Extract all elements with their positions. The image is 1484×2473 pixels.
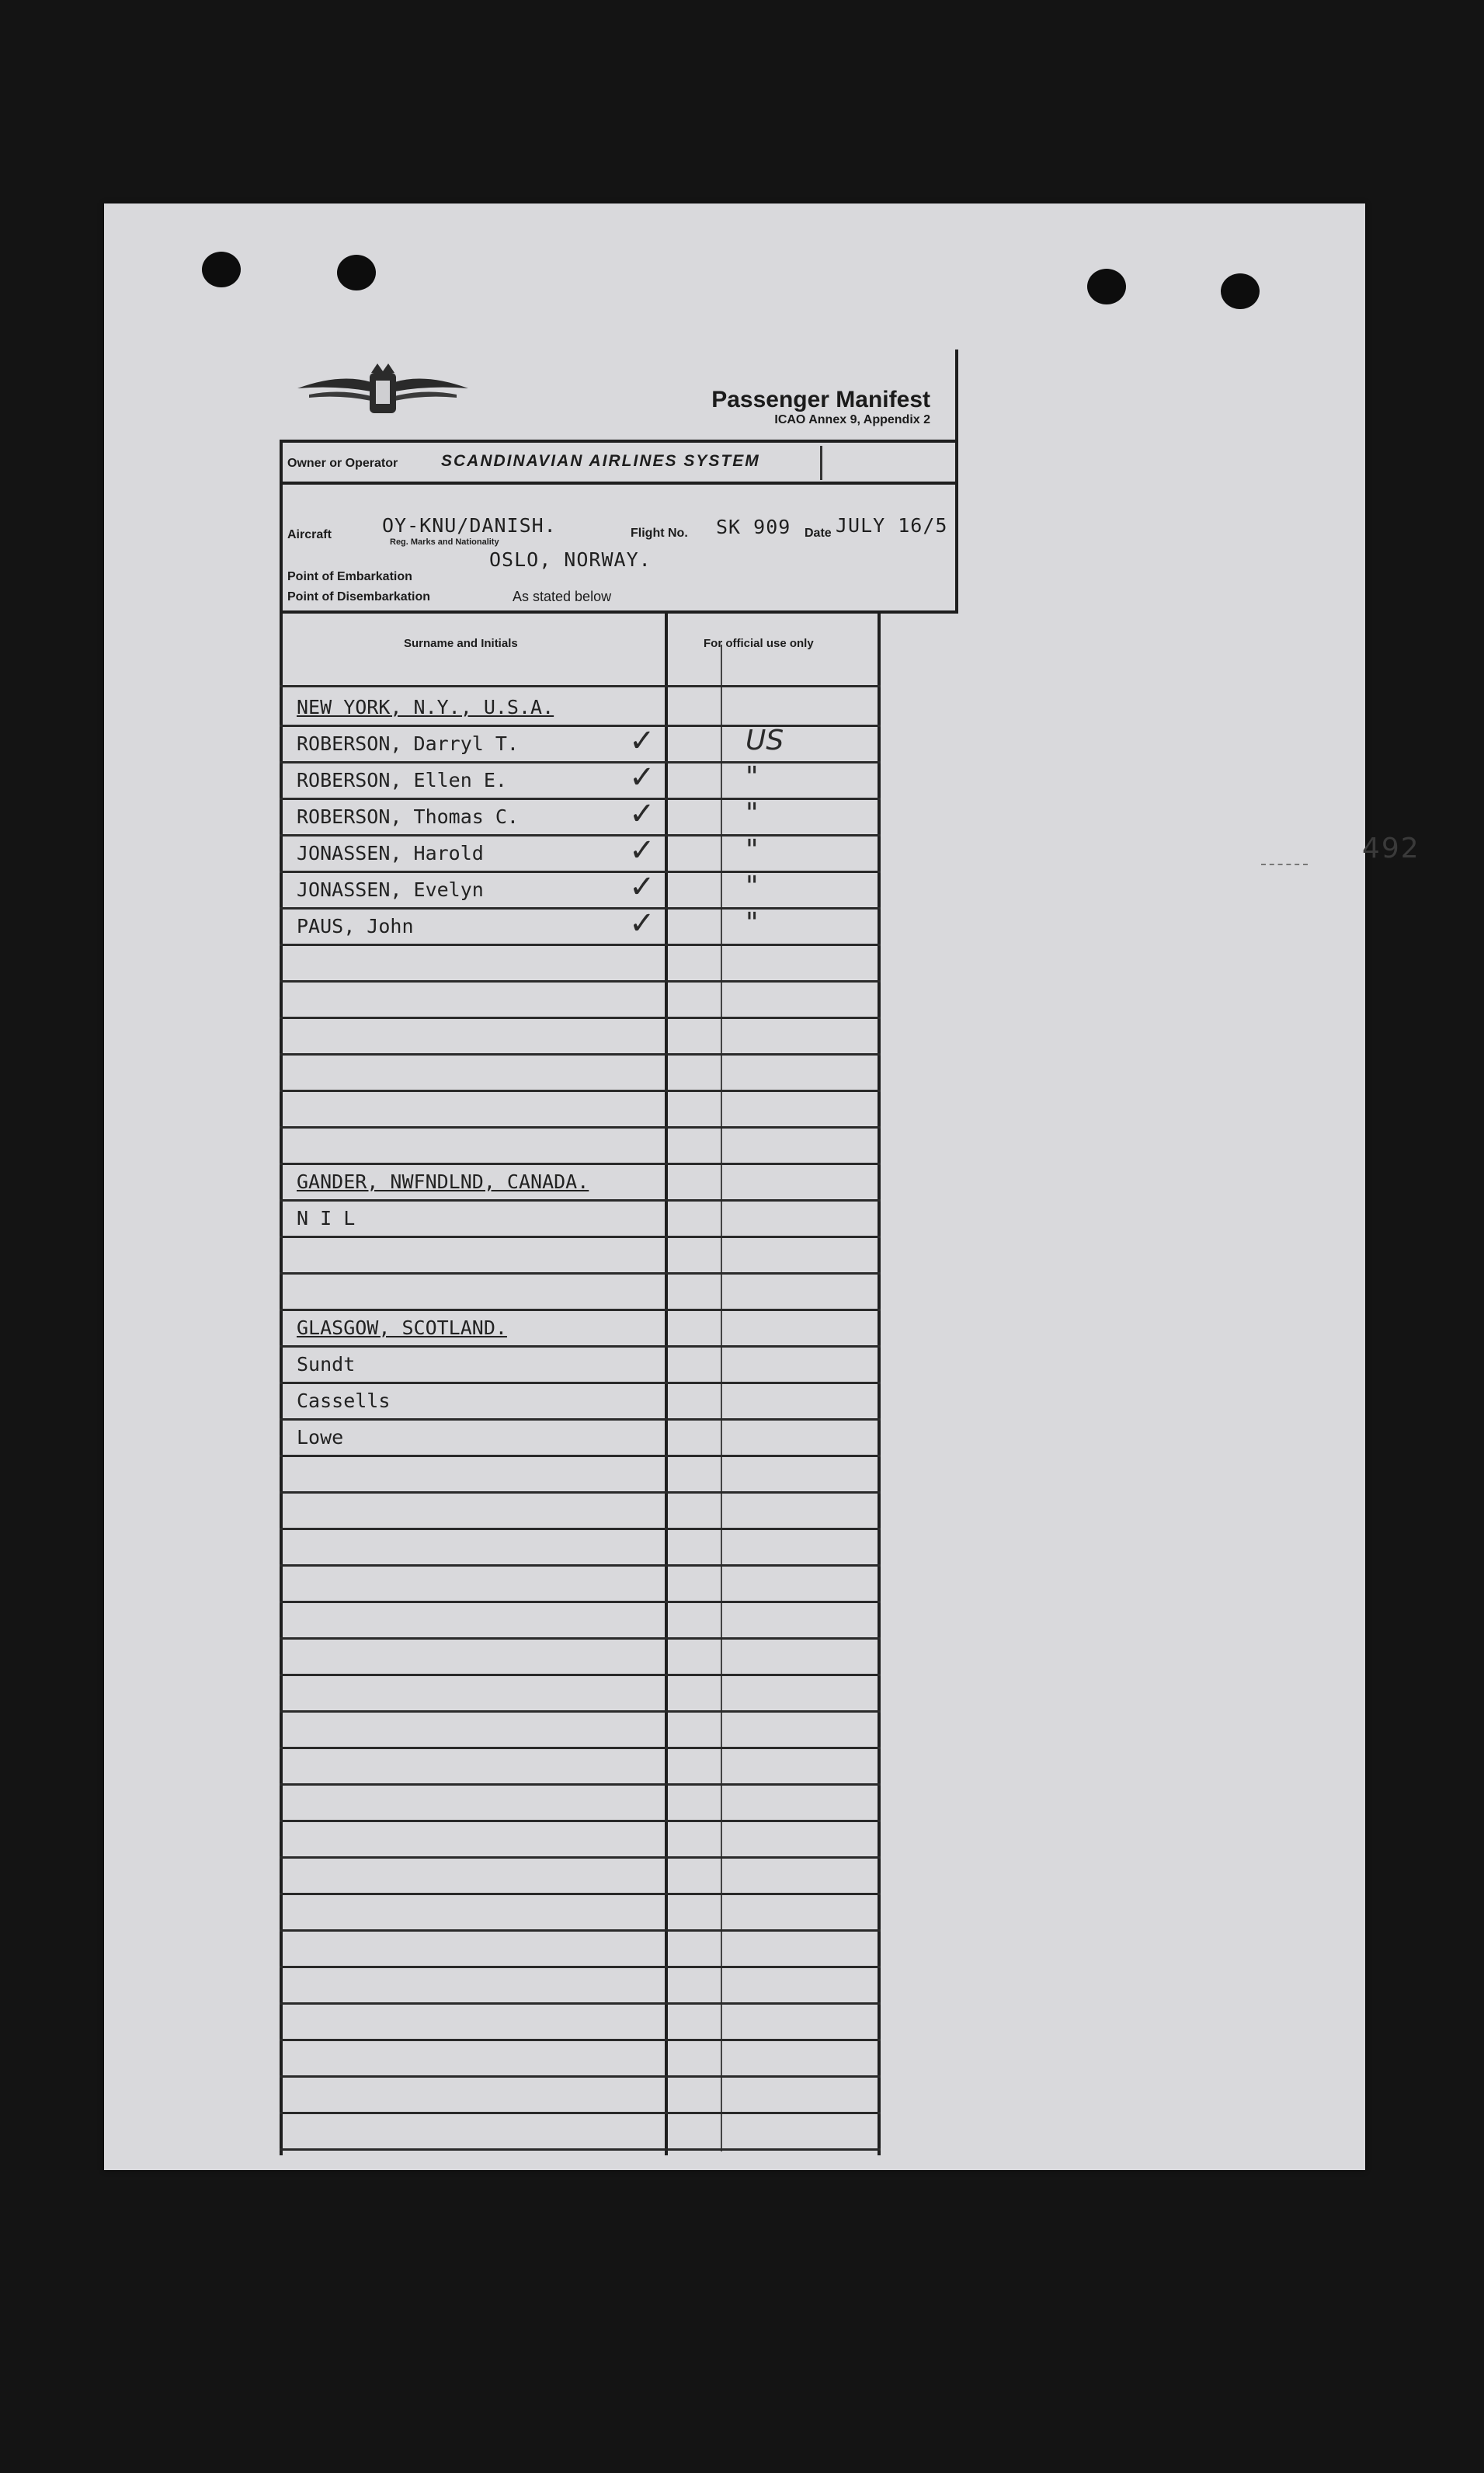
row-rule (280, 1929, 881, 1932)
aircraft-label: Aircraft (287, 528, 332, 541)
official-note: " (745, 761, 759, 793)
row-rule (280, 1747, 881, 1749)
row-rule (280, 1601, 881, 1603)
sheet-number: 492 (1362, 833, 1420, 864)
destination-heading: GLASGOW, SCOTLAND. (297, 1316, 507, 1339)
check-mark: ✓ (629, 833, 655, 868)
aircraft-value: OY-KNU/DANISH. (382, 514, 557, 537)
row-rule (280, 1199, 881, 1202)
row-rule (280, 1382, 881, 1384)
row-rule (280, 1272, 881, 1275)
passenger-name: JONASSEN, Harold (297, 842, 484, 864)
row-rule (280, 871, 881, 873)
punch-hole (1221, 273, 1260, 309)
row-rule (280, 1491, 881, 1494)
official-note: " (745, 907, 759, 939)
passenger-name: ROBERSON, Thomas C. (297, 805, 519, 828)
check-mark: ✓ (629, 906, 655, 941)
airline-wings-logo-icon (294, 357, 472, 427)
date-value: JULY 16/5 (836, 514, 948, 537)
row-rule (280, 2002, 881, 2005)
flight-label: Flight No. (631, 527, 688, 540)
row-rule (280, 725, 881, 727)
row-rule (280, 1856, 881, 1859)
row-rule (280, 1893, 881, 1895)
official-note: " (745, 834, 759, 866)
row-rule (280, 834, 881, 837)
row-rule (280, 1783, 881, 1786)
check-mark: ✓ (629, 869, 655, 905)
row-rule (280, 761, 881, 763)
date-label: Date (805, 527, 832, 540)
check-mark: ✓ (629, 796, 655, 832)
col-header-name: Surname and Initials (404, 637, 518, 650)
row-rule (280, 907, 881, 910)
row-rule (280, 1053, 881, 1056)
row-rule (280, 1418, 881, 1421)
destination-heading: GANDER, NWFNDLND, CANADA. (297, 1170, 589, 1193)
reg-marks-label: Reg. Marks and Nationality (390, 537, 499, 547)
table-column-divider (665, 614, 668, 2155)
row-rule (280, 944, 881, 946)
table-left-border (280, 614, 283, 2155)
row-rule (280, 1163, 881, 1165)
pen-stroke (820, 446, 822, 480)
destination-heading: NEW YORK, N.Y., U.S.A. (297, 696, 554, 718)
row-rule (280, 1637, 881, 1640)
header-rule (280, 440, 958, 443)
row-rule (280, 1710, 881, 1713)
passenger-table (280, 614, 881, 2155)
passenger-name: Sundt (297, 1353, 356, 1376)
header-rule (280, 482, 958, 485)
row-rule (280, 1126, 881, 1129)
flight-value: SK 909 (716, 516, 791, 538)
official-note: " (745, 798, 759, 830)
passenger-name: ROBERSON, Darryl T. (297, 732, 519, 755)
col-header-official: For official use only (704, 637, 814, 650)
passenger-name: Lowe (297, 1426, 344, 1449)
row-rule (280, 1309, 881, 1311)
row-rule (280, 2039, 881, 2041)
disembarkation-label: Point of Disembarkation (287, 590, 431, 603)
row-rule (280, 1674, 881, 1676)
embarkation-value: OSLO, NORWAY. (489, 548, 652, 571)
row-rule (280, 1236, 881, 1238)
row-rule (280, 798, 881, 800)
check-mark: ✓ (629, 760, 655, 795)
punch-hole (337, 255, 376, 290)
check-mark: ✓ (629, 723, 655, 759)
punch-hole (202, 252, 241, 287)
passenger-name: JONASSEN, Evelyn (297, 878, 484, 901)
row-rule (280, 2148, 881, 2151)
row-rule (280, 2112, 881, 2114)
manifest-subtitle: ICAO Annex 9, Appendix 2 (774, 413, 930, 426)
header-left-border (280, 440, 283, 614)
official-note: " (745, 871, 759, 903)
embarkation-label: Point of Embarkation (287, 570, 412, 583)
manifest-header (280, 350, 957, 614)
row-rule (280, 1090, 881, 1092)
official-note: US (745, 725, 784, 757)
row-rule (280, 980, 881, 983)
manifest-title-block (711, 387, 930, 427)
row-rule (280, 2075, 881, 2078)
row-rule (280, 1528, 881, 1530)
passenger-name: PAUS, John (297, 915, 414, 937)
owner-label: Owner or Operator (287, 457, 398, 470)
owner-value: SCANDINAVIAN AIRLINES SYSTEM (441, 452, 760, 470)
table-right-border (878, 614, 881, 2155)
row-rule (280, 1966, 881, 1968)
row-rule (280, 1820, 881, 1822)
manifest-title: Passenger Manifest (711, 387, 930, 412)
row-rule (280, 1455, 881, 1457)
row-rule (280, 1345, 881, 1348)
header-row-rule (280, 685, 881, 687)
punch-hole (1087, 269, 1126, 304)
passenger-name: Cassells (297, 1390, 391, 1412)
passenger-name: N I L (297, 1207, 356, 1230)
disembarkation-value: As stated below (513, 589, 612, 604)
row-rule (280, 1017, 881, 1019)
row-rule (280, 1564, 881, 1567)
dash-marks (1261, 864, 1308, 865)
passenger-name: ROBERSON, Ellen E. (297, 769, 507, 791)
